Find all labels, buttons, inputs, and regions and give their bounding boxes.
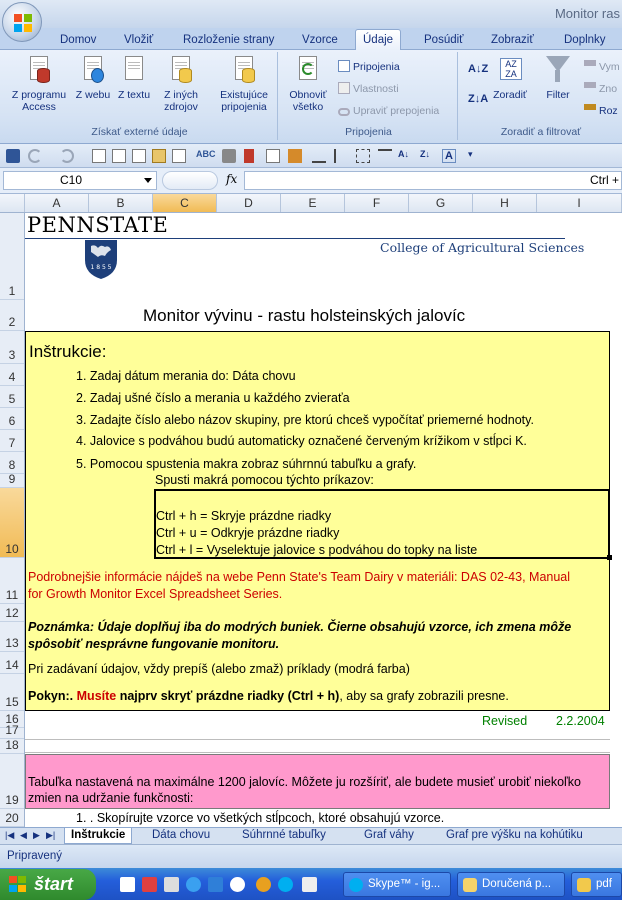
pennstate-shield-icon <box>83 238 119 280</box>
row-header[interactable]: 12 <box>0 604 24 622</box>
row-header[interactable]: 1 <box>0 213 24 300</box>
last-sheet-icon[interactable]: ▶| <box>46 830 56 840</box>
taskbar-pdf-folder-button[interactable]: pdf <box>571 872 622 897</box>
properties-icon <box>338 82 350 94</box>
entry-line: Pri zadávaní údajov, vždy prepíš (alebo zmaž) príklady (modrá farba) <box>28 662 410 676</box>
group-sort-filter <box>460 52 622 140</box>
sort-az-icon: A↓Z <box>468 63 489 75</box>
college-name: College of Agricultural Sciences <box>380 240 585 255</box>
sheet-tab-graf-vahy[interactable]: Graf váhy <box>364 829 414 841</box>
quicklaunch-app-icon[interactable] <box>302 877 317 892</box>
taskbar-mail-button[interactable]: Doručená p... <box>457 872 565 897</box>
group-connections <box>280 52 458 140</box>
save-icon[interactable] <box>6 149 20 163</box>
advanced-filter-button[interactable]: Roz <box>584 104 618 118</box>
quicklaunch-app-icon[interactable] <box>208 877 223 892</box>
formula-input[interactable]: Ctrl + <box>244 171 622 190</box>
advanced-filter-icon <box>584 104 596 116</box>
spelling-icon[interactable]: ABC <box>196 149 216 159</box>
undo-icon[interactable] <box>28 149 42 163</box>
row-header[interactable]: 19 <box>0 754 24 809</box>
macro-select: Ctrl + l = Vyselektuje jalovice s podváhou do topky na liste <box>156 543 478 557</box>
connections-button[interactable]: Pripojenia <box>338 60 400 74</box>
text-file-icon <box>120 54 148 86</box>
info-line-2: for Growth Monitor Excel Spreadsheet Series. <box>28 587 283 601</box>
window-title: Monitor ras <box>554 6 620 21</box>
paste-icon[interactable] <box>288 149 302 163</box>
clear-filter-button[interactable]: Vym <box>584 60 620 74</box>
macro-intro: Spusti makrá pomocou týchto príkazov: <box>155 473 374 487</box>
existing-connections-button[interactable]: Existujúce pripojenia <box>212 54 276 113</box>
properties-button[interactable]: Vlastnosti <box>338 82 399 96</box>
chrome-icon[interactable] <box>256 877 271 892</box>
note-line-1: Poznámka: Údaje doplňuj iba do modrých buniek. Čierne obsahujú vzorce, ich zmena môže <box>28 620 572 634</box>
filter-funnel-icon <box>544 54 572 86</box>
row-header[interactable]: 15 <box>0 674 24 711</box>
group-connections-label: Pripojenia <box>345 126 392 138</box>
note-line-2: spôsobiť nesprávne fungovanie monitoru. <box>28 637 280 651</box>
column-header-d[interactable]: D <box>217 194 281 212</box>
row-header[interactable]: 17 <box>0 728 24 739</box>
quick-print-icon[interactable] <box>132 149 146 163</box>
start-button[interactable]: štart <box>0 869 96 900</box>
ribbon-tabs <box>0 28 622 50</box>
row-header[interactable]: 9 <box>0 474 24 488</box>
pokyn-line: Pokyn:. Musíte najprv skryť prázdne riadky (Ctrl + h), aby sa grafy zobrazili presne. <box>28 689 509 703</box>
cut-icon[interactable] <box>244 149 254 163</box>
filter-button[interactable]: Filter <box>538 54 578 101</box>
revised-label: Revised <box>482 714 528 728</box>
formula-expand-control[interactable] <box>162 171 218 190</box>
name-box[interactable]: C10 <box>3 171 157 190</box>
group-external-data <box>2 52 278 140</box>
column-header-g[interactable]: G <box>409 194 473 212</box>
sort-desc-icon[interactable]: Z↓ <box>420 149 430 159</box>
from-access-button[interactable]: Z programu Access <box>4 54 74 113</box>
macro-unhide: Ctrl + u = Odkryje prázdne riadky <box>156 526 340 540</box>
tab-domov[interactable]: Domov <box>60 34 97 46</box>
revised-date: 2.2.2004 <box>556 714 605 728</box>
sort-az-button[interactable] <box>468 62 488 76</box>
pink-line-1: Tabuľka nastavená na maximálne 1200 jalovíc. Môžete ju rozšíriť, ale budete musieť urobiť niekoľko <box>28 775 581 789</box>
font-color-icon[interactable]: A <box>442 149 456 163</box>
tab-vzorce[interactable]: Vzorce <box>302 34 338 46</box>
column-header-b[interactable]: B <box>89 194 153 212</box>
windows-flag-icon <box>9 876 27 893</box>
desktop-icon[interactable] <box>120 877 135 892</box>
new-document-icon[interactable] <box>92 149 106 163</box>
row-header[interactable]: 20 <box>0 809 24 827</box>
windows-taskbar <box>0 868 622 900</box>
insert-column-icon[interactable] <box>334 149 348 163</box>
prev-sheet-icon[interactable]: ◀ <box>20 830 27 840</box>
tab-udaje[interactable]: Údaje <box>355 29 401 51</box>
reapply-icon <box>584 82 596 94</box>
web-icon <box>79 54 107 86</box>
sheet-tab-graf-vysky[interactable]: Graf pre výšku na kohútiku <box>446 829 583 841</box>
from-text-button[interactable]: Z textu <box>114 54 154 101</box>
row-headers <box>0 213 25 827</box>
tab-doplnky[interactable]: Doplnky <box>564 34 606 46</box>
row-header[interactable]: 4 <box>0 364 24 386</box>
tab-posudit[interactable]: Posúdiť <box>424 34 464 46</box>
row-header[interactable]: 16 <box>0 711 24 728</box>
refresh-icon <box>294 54 322 86</box>
next-sheet-icon[interactable]: ▶ <box>33 830 40 840</box>
sheet-tab-bar <box>0 827 622 844</box>
print-icon[interactable] <box>222 149 236 163</box>
tab-vlozit[interactable]: Vložiť <box>124 34 154 46</box>
column-header-e[interactable]: E <box>281 194 345 212</box>
ie-icon[interactable] <box>186 877 201 892</box>
row-header[interactable]: 2 <box>0 300 24 331</box>
skype-icon <box>349 878 363 892</box>
sort-za-icon: Z↓A <box>468 93 489 105</box>
sheet-tab-instrukcie[interactable]: Inštrukcie <box>64 828 132 844</box>
step-2: 2. Zadaj ušné číslo a merania u každého zvieraťa <box>76 391 350 405</box>
fill-handle[interactable] <box>607 555 612 560</box>
quicklaunch-app-icon[interactable] <box>230 877 245 892</box>
merge-icon[interactable] <box>356 149 370 163</box>
step-4: 4. Jalovice s podváhou budú automaticky označené červeným krížikom v stĺpci K. <box>76 434 527 448</box>
row-header[interactable]: 14 <box>0 652 24 674</box>
worksheet-grid[interactable] <box>25 213 622 827</box>
sort-dialog-icon: AZ ZA <box>496 54 524 86</box>
quicklaunch-app-icon[interactable] <box>164 877 179 892</box>
row-header[interactable]: 8 <box>0 452 24 474</box>
open-icon[interactable] <box>152 149 166 163</box>
quick-access-toolbar <box>0 144 622 168</box>
column-header-a[interactable]: A <box>25 194 89 212</box>
sort-asc-icon[interactable]: A↓ <box>398 149 409 159</box>
email-icon[interactable] <box>172 149 186 163</box>
refresh-all-button[interactable]: Obnoviť všetko <box>282 54 334 113</box>
from-web-button[interactable]: Z webu <box>74 54 112 101</box>
row-header[interactable]: 5 <box>0 386 24 408</box>
insert-row-icon[interactable] <box>312 149 326 163</box>
insert-function-icon[interactable]: fx <box>226 172 238 186</box>
row-header[interactable]: 18 <box>0 739 24 754</box>
column-header-h[interactable]: H <box>473 194 537 212</box>
access-icon <box>25 54 53 86</box>
title-bar <box>0 0 622 28</box>
edit-links-button[interactable]: Upraviť prepojenia <box>338 104 439 118</box>
row-header[interactable]: 3 <box>0 331 24 364</box>
connections-icon <box>338 60 350 72</box>
status-bar <box>0 844 622 868</box>
row20-text: 1. . Skopírujte vzorce vo všetkých stĺpcoch, ktoré obsahujú vzorce. <box>76 811 445 825</box>
folder-icon <box>577 878 591 892</box>
customize-toolbar-icon[interactable]: ▾ <box>468 149 473 159</box>
row-header[interactable]: 10 <box>0 488 24 558</box>
name-box-dropdown-icon[interactable] <box>144 178 152 183</box>
copy-icon[interactable] <box>266 149 280 163</box>
column-header-f[interactable]: F <box>345 194 409 212</box>
skype-icon[interactable] <box>278 877 293 892</box>
taskbar-skype-button[interactable]: Skype™ - ig... <box>343 872 451 897</box>
ribbon <box>0 50 622 144</box>
row-header[interactable]: 7 <box>0 430 24 452</box>
pink-line-2: zmien na udržanie funkčnosti: <box>28 791 194 805</box>
column-header-i[interactable]: I <box>537 194 622 212</box>
sort-za-button[interactable] <box>468 92 488 106</box>
existing-connections-icon <box>230 54 258 86</box>
office-logo-icon <box>14 14 32 32</box>
redo-icon[interactable] <box>60 149 74 163</box>
sort-button[interactable]: AZ ZA Zoradiť <box>488 54 532 101</box>
step-3: 3. Zadajte číslo alebo názov skupiny, pre ktorú chceš vypočítať priemerné hodnoty. <box>76 413 534 427</box>
step-1: 1. Zadaj dátum merania do: Dáta chovu <box>76 369 296 383</box>
column-headers <box>0 194 622 213</box>
info-line-1: Podrobnejšie informácie nájdeš na webe Penn State's Team Dairy v materiáli: DAS 02-43, Manual <box>28 570 571 584</box>
print-preview-icon[interactable] <box>112 149 126 163</box>
office-button[interactable] <box>2 2 42 42</box>
reapply-button[interactable]: Zno <box>584 82 617 96</box>
group-external-label: Získať externé údaje <box>91 126 188 138</box>
row-divider <box>25 739 610 740</box>
row-header[interactable]: 6 <box>0 408 24 430</box>
link-icon <box>338 108 350 116</box>
column-header-c[interactable]: C <box>153 194 217 212</box>
instructions-heading: Inštrukcie: <box>29 342 107 361</box>
delete-row-icon[interactable] <box>378 149 392 163</box>
row-divider <box>25 752 610 753</box>
row-header[interactable]: 11 <box>0 558 24 604</box>
status-text: Pripravený <box>7 850 62 862</box>
sheet-tab-data-chovu[interactable]: Dáta chovu <box>152 829 211 841</box>
other-sources-icon <box>167 54 195 86</box>
macro-hide: Ctrl + h = Skryje prázdne riadky <box>156 509 332 523</box>
mail-icon <box>463 878 477 892</box>
clear-filter-icon <box>584 60 596 72</box>
select-all-corner[interactable] <box>0 194 25 212</box>
pennstate-logo: PENNSTATE <box>27 213 169 237</box>
tab-zobrazit[interactable]: Zobraziť <box>491 34 534 46</box>
step-5: 5. Pomocou spustenia makra zobraz súhrnnú tabuľku a grafy. <box>76 457 417 471</box>
quicklaunch-app-icon[interactable] <box>142 877 157 892</box>
sheet-title: Monitor vývinu - rastu holsteinských jalovíc <box>143 306 466 325</box>
tab-rozlozenie-strany[interactable]: Rozloženie strany <box>183 34 275 46</box>
formula-bar <box>0 168 622 194</box>
group-sort-label: Zoradiť a filtrovať <box>500 126 582 138</box>
from-other-sources-button[interactable]: Z iných zdrojov <box>154 54 208 113</box>
first-sheet-icon[interactable]: |◀ <box>5 830 15 840</box>
svg-text:1 8 5 5: 1 8 5 5 <box>90 264 112 271</box>
sheet-tab-suhrnne-tabulky[interactable]: Súhrnné tabuľky <box>242 829 326 841</box>
row-header[interactable]: 13 <box>0 622 24 652</box>
